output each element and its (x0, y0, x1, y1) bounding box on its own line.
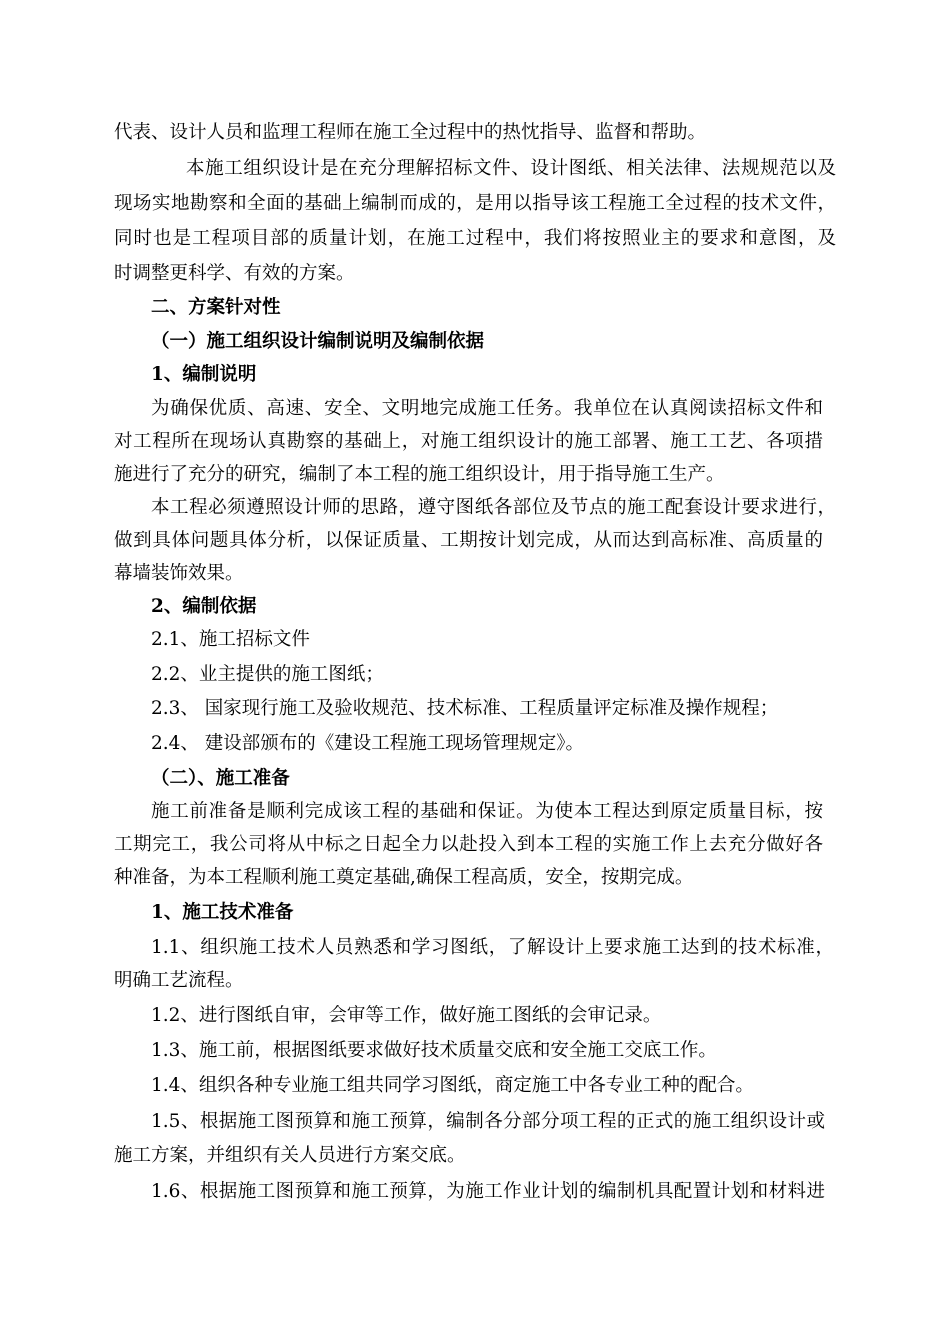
list-item: 1.4、组织各种专业施工组共同学习图纸，商定施工中各专业工种的配合。 (151, 1075, 754, 1096)
list-item: 2.1、施工招标文件 (151, 629, 310, 650)
list-item: 1.1、组织施工技术人员熟悉和学习图纸，了解设计上要求施工达到的技术标准， (151, 937, 834, 958)
paragraph-line: 施进行了充分的研究，编制了本工程的施工组织设计，用于指导施工生产。 (114, 464, 725, 485)
item-heading: 2、编制依据 (151, 596, 257, 617)
item-heading: 1、施工技术准备 (151, 902, 294, 923)
subsection-heading: （二）、施工准备 (151, 768, 290, 789)
paragraph-line: 代表、设计人员和监理工程师在施工全过程中的热忱指导、监督和帮助。 (114, 122, 707, 143)
paragraph-line: 为确保优质、高速、安全、文明地完成施工任务。我单位在认真阅读招标文件和 (151, 398, 823, 419)
paragraph-line: 施工前准备是顺利完成该工程的基础和保证。为使本工程达到原定质量目标，按 (151, 801, 823, 822)
paragraph-line: 时调整更科学、有效的方案。 (114, 263, 355, 284)
paragraph-line: 种准备，为本工程顺利施工奠定基础,确保工程高质，安全，按期完成。 (114, 867, 694, 888)
paragraph-line: 对工程所在现场认真勘察的基础上，对施工组织设计的施工部署、施工工艺、各项措 (114, 431, 823, 452)
list-item: 2.3、 国家现行施工及验收规范、技术标准、工程质量评定标准及操作规程； (151, 698, 779, 719)
list-item: 2.4、 建设部颁布的《建设工程施工现场管理规定》。 (151, 733, 585, 754)
paragraph-line: 本施工组织设计是在充分理解招标文件、设计图纸、相关法律、法规规范以及 (186, 158, 836, 179)
section-heading: 二、方案针对性 (151, 297, 281, 318)
item-heading: 1、编制说明 (151, 364, 257, 385)
paragraph-line: 现场实地勘察和全面的基础上编制而成的，是用以指导该工程施工全过程的技术文件， (114, 193, 836, 214)
paragraph-line: 施工方案，并组织有关人员进行方案交底。 (114, 1145, 466, 1166)
list-item: 1.5、根据施工图预算和施工预算，编制各分部分项工程的正式的施工组织设计或 (151, 1111, 825, 1132)
subsection-heading: （一）施工组织设计编制说明及编制依据 (151, 331, 485, 352)
paragraph-line: 明确工艺流程。 (114, 970, 244, 991)
paragraph-line: 同时也是工程项目部的质量计划，在施工过程中，我们将按照业主的要求和意图，及 (114, 228, 836, 249)
list-item: 1.2、进行图纸自审，会审等工作，做好施工图纸的会审记录。 (151, 1005, 662, 1026)
paragraph-line: 本工程必须遵照设计师的思路，遵守图纸各部位及节点的施工配套设计要求进行， (151, 497, 836, 518)
list-item: 1.6、根据施工图预算和施工预算，为施工作业计划的编制机具配置计划和材料进 (151, 1181, 825, 1202)
list-item: 1.3、施工前，根据图纸要求做好技术质量交底和安全施工交底工作。 (151, 1040, 717, 1061)
paragraph-line: 工期完工，我公司将从中标之日起全力以赴投入到本工程的实施工作上去充分做好各 (114, 834, 823, 855)
list-item: 2.2、业主提供的施工图纸； (151, 664, 384, 685)
paragraph-line: 幕墙装饰效果。 (114, 563, 244, 584)
paragraph-line: 做到具体问题具体分析，以保证质量、工期按计划完成，从而达到高标准、高质量的 (114, 530, 823, 551)
